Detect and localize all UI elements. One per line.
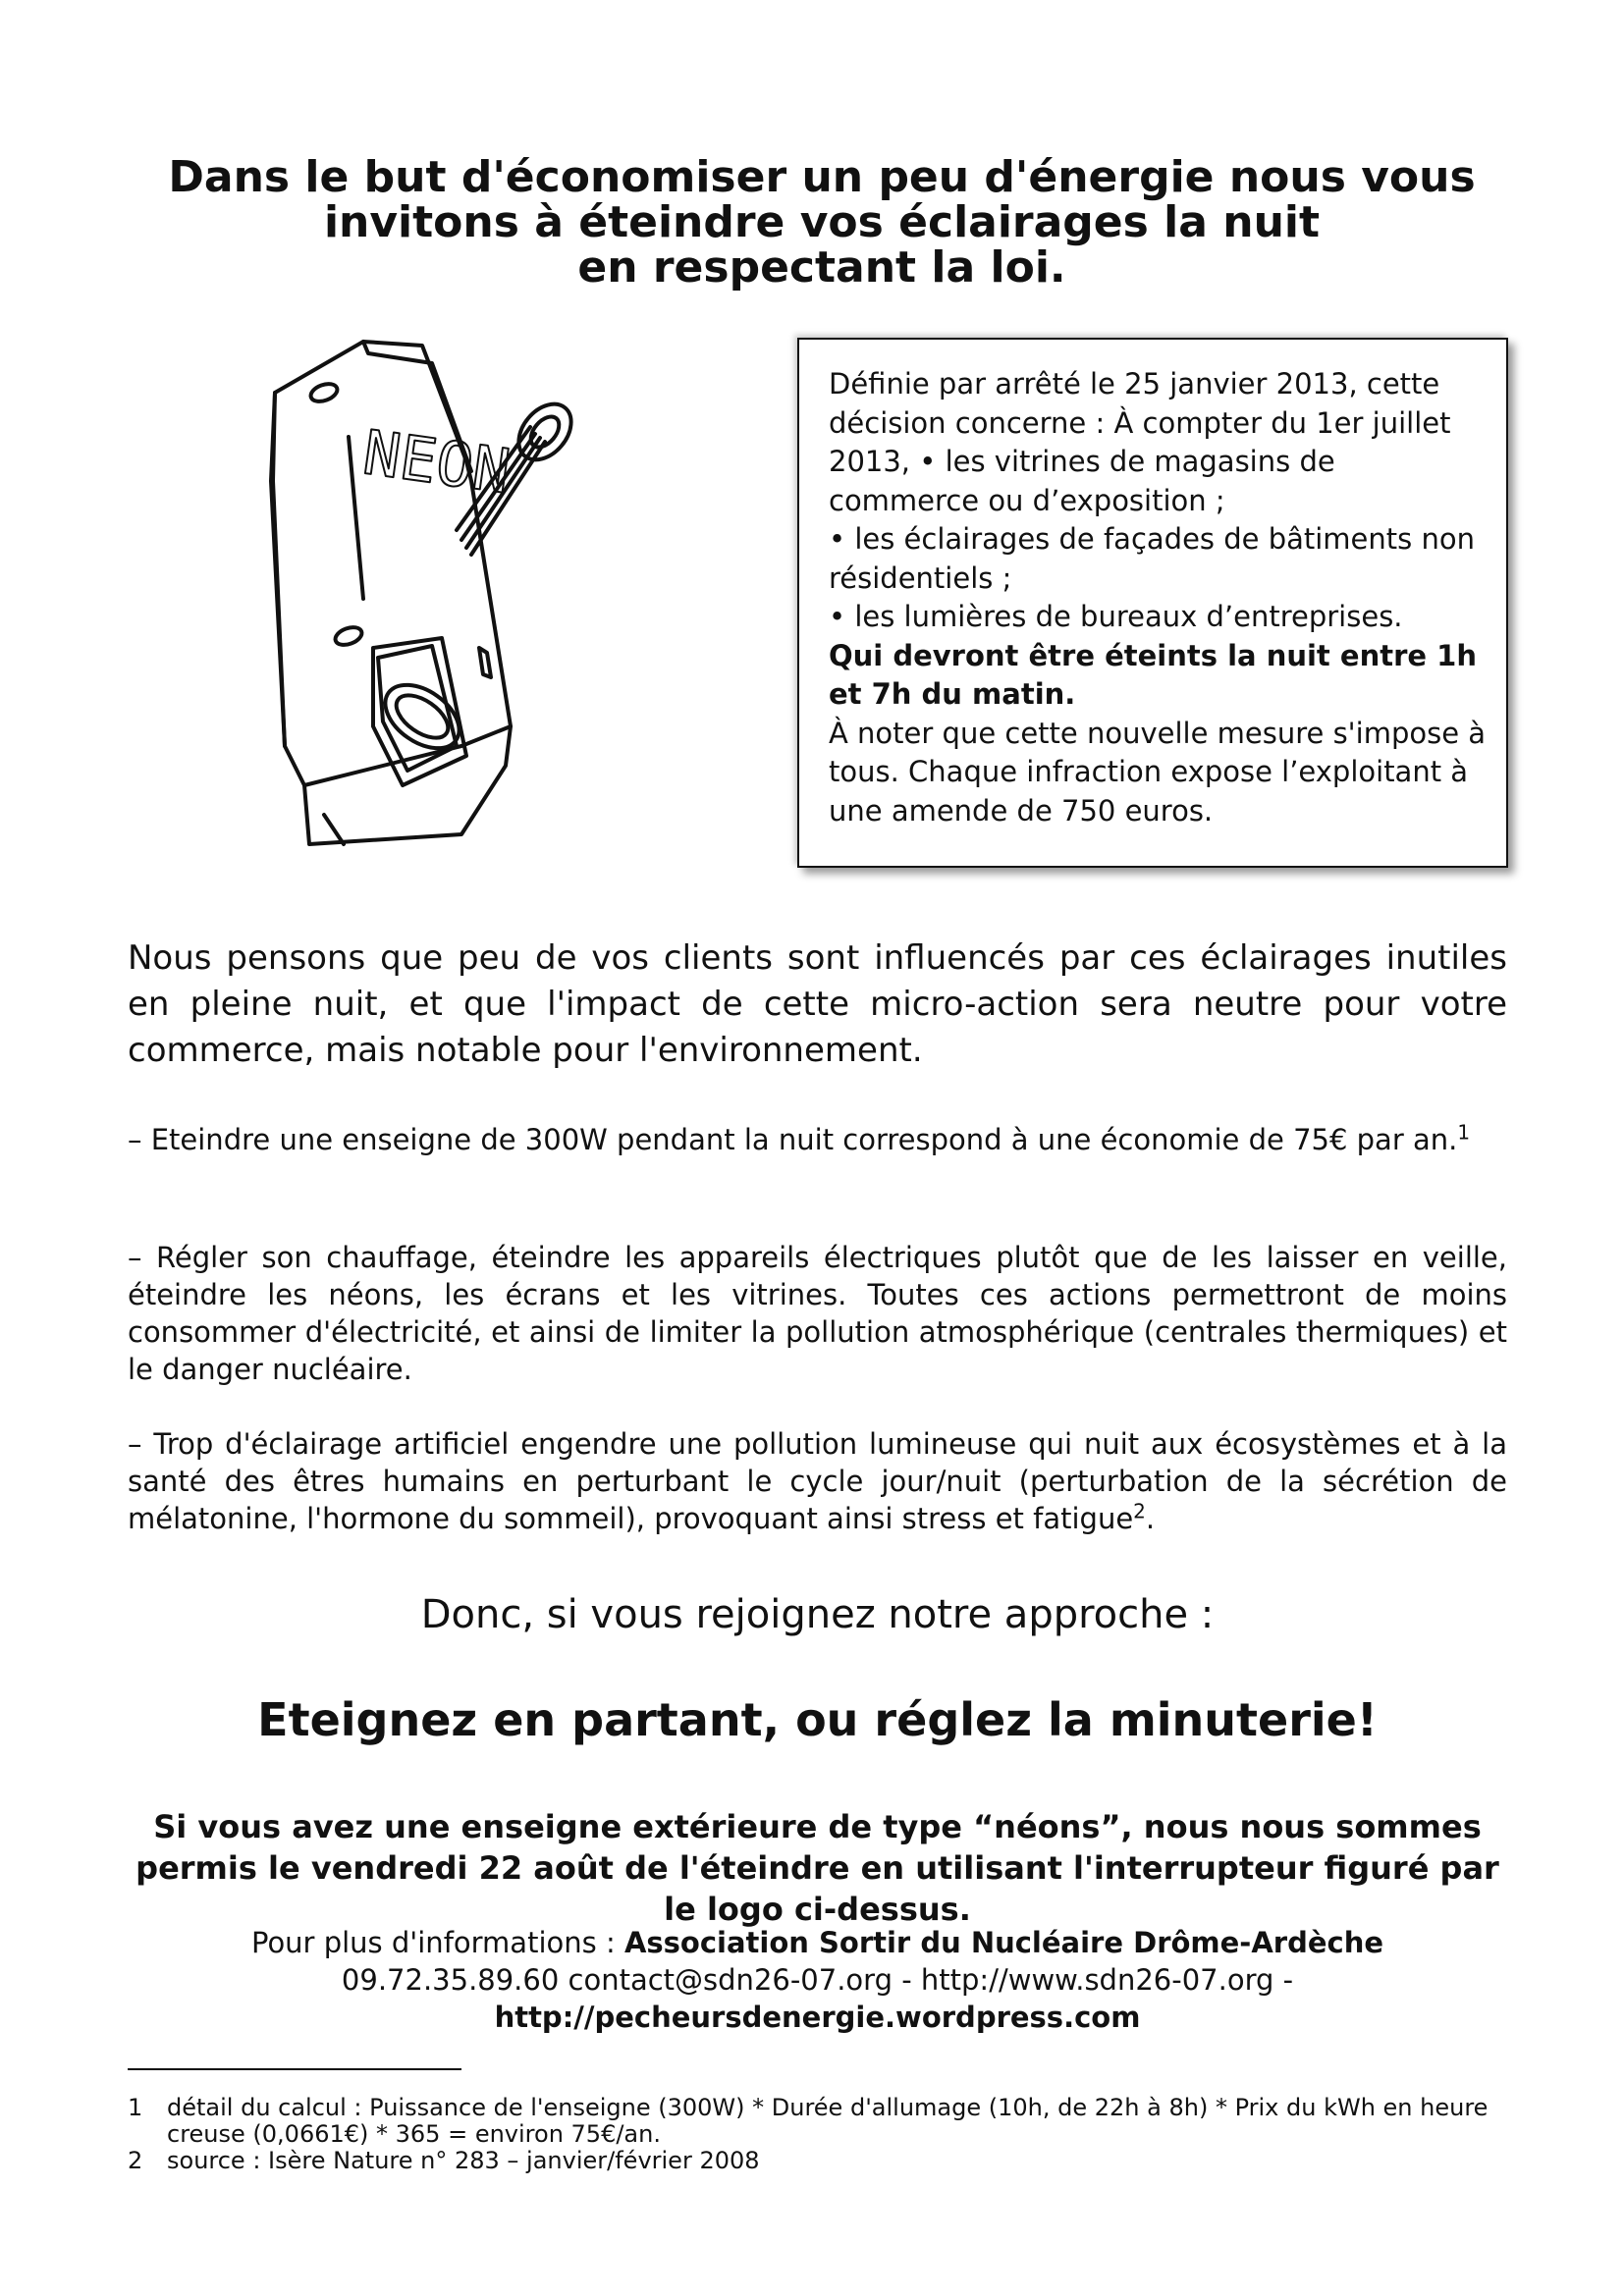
info-text-3: • les lumières de bureaux d’entreprises. bbox=[829, 600, 1403, 633]
footnotes bbox=[128, 2095, 1507, 2174]
title-line-1: Dans le but d'économiser un peu d'énergie nous vous bbox=[168, 152, 1476, 202]
contact-website: http://pecheursdenergie.wordpress.com bbox=[494, 2001, 1141, 2034]
neon-switch-illustration bbox=[265, 334, 589, 854]
info-text-1: Définie par arrêté le 25 janvier 2013, cette décision concerne : À compter du 1er juillet 2013, • les vitrines de magasins de commerce ou d’exposition ; bbox=[829, 367, 1451, 517]
footnote-1 bbox=[128, 2095, 1507, 2148]
page-title bbox=[157, 152, 1487, 293]
footnote-ref-2: 2 bbox=[1133, 1499, 1146, 1523]
info-bold: Qui devront être éteints la nuit entre 1h et 7h du matin. bbox=[829, 638, 1477, 711]
footnote-text: détail du calcul : Puissance de l'enseigne (300W) * Durée d'allumage (10h, de 22h à 8h) * Prix du kWh en heure creuse (0,0661€) * 365 = environ 75€/an. bbox=[167, 2094, 1489, 2148]
bullet-3 bbox=[128, 1425, 1507, 1537]
law-info-box bbox=[797, 338, 1508, 868]
bullet-1 bbox=[128, 1121, 1507, 1158]
contact-line-1 bbox=[128, 1924, 1507, 1961]
info-text-4: À noter que cette nouvelle mesure s'impose à tous. Chaque infraction expose l’exploitant à une amende de 750 euros. bbox=[829, 716, 1487, 828]
footnote-ref-1: 1 bbox=[1457, 1120, 1471, 1145]
bullet-3-end: . bbox=[1145, 1502, 1156, 1535]
contact-prefix: Pour plus d'informations : bbox=[250, 1926, 624, 1959]
bullet-3-text: – Trop d'éclairage artificiel engendre une pollution lumineuse qui nuit aux écosystèmes et à la santé des êtres humains en perturbant le cycle jour/nuit (perturbation de la sécrétion de mélatonine, l'hormone du sommeil), provoquant ainsi stress et fatigue bbox=[128, 1427, 1507, 1535]
approach-line: Donc, si vous rejoignez notre approche : bbox=[420, 1592, 1215, 1637]
title-line-2: invitons à éteindre vos éclairages la nuit bbox=[323, 197, 1321, 247]
neon-notice: Si vous avez une enseigne extérieure de type “néons”, nous nous sommes permis le vendredi 22 août de l'éteindre en utilisant l'interrupteur figuré par le logo ci-dessus. bbox=[135, 1808, 1499, 1928]
footnote-2 bbox=[128, 2148, 1507, 2174]
footnote-number: 1 bbox=[128, 2094, 143, 2121]
footnote-text: source : Isère Nature n° 283 – janvier/février 2008 bbox=[167, 2147, 760, 2174]
title-line-3: en respectant la loi. bbox=[577, 242, 1066, 293]
contact-line-2: 09.72.35.89.60 contact@sdn26-07.org - http://www.sdn26-07.org - bbox=[341, 1963, 1294, 1997]
neon-label: NEON bbox=[358, 416, 514, 508]
association-name: Association Sortir du Nucléaire Drôme-Ardèche bbox=[623, 1926, 1384, 1959]
contact-block bbox=[128, 1924, 1507, 2036]
bullet-1-text: – Eteindre une enseigne de 300W pendant la nuit correspond à une économie de 75€ par an. bbox=[128, 1123, 1458, 1156]
call-to-action-heading: Eteignez en partant, ou réglez la minuterie! bbox=[257, 1693, 1378, 1746]
intro-paragraph: Nous pensons que peu de vos clients sont influencés par ces éclairages inutiles en pleine nuit, et que l'impact de cette micro-action sera neutre pour votre commerce, mais notable pour l'environnement. bbox=[128, 938, 1507, 1070]
info-text-2: • les éclairages de façades de bâtiments non résidentiels ; bbox=[829, 522, 1475, 595]
footnote-divider bbox=[128, 2068, 461, 2070]
footnote-number: 2 bbox=[128, 2147, 143, 2174]
bullet-2: – Régler son chauffage, éteindre les appareils électriques plutôt que de les laisser en veille, éteindre les néons, les écrans et les vitrines. Toutes ces actions permettront de moins consommer d'électricité, et ainsi de limiter la pollution atmosphérique (centrales thermiques) et le danger nucléaire. bbox=[128, 1241, 1507, 1386]
